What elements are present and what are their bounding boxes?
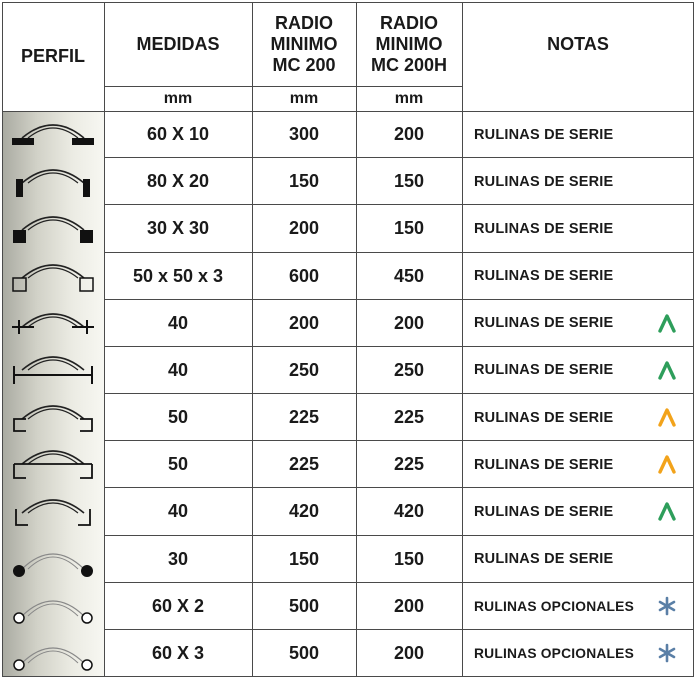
cell-medidas: 40 <box>167 312 189 333</box>
header-radio-mc200h <box>356 2 462 86</box>
cell-medidas: 40 <box>167 501 189 522</box>
round-tube-profile-icon <box>10 633 96 673</box>
tee-profile-icon <box>10 303 96 343</box>
cell-notas: RULINAS DE SERIE <box>474 268 614 285</box>
cell-radio-mc200h: 200 <box>393 124 425 145</box>
cell-medidas: 30 <box>167 548 189 569</box>
cell-radio-mc200: 150 <box>288 171 320 192</box>
header-radio-mc200h-line3: MC 200H <box>370 54 448 75</box>
grid-line-horizontal <box>104 86 462 87</box>
cell-medidas: 80 X 20 <box>146 171 210 192</box>
cell-notas: RULINAS DE SERIE <box>474 362 614 379</box>
header-radio-mc200 <box>252 2 356 86</box>
header-radio-mc200h-line1: RADIO <box>380 12 438 33</box>
cell-notas: RULINAS OPCIONALES <box>474 598 634 614</box>
i-beam-profile-icon <box>10 350 96 390</box>
cell-notas: RULINAS OPCIONALES <box>474 645 634 661</box>
cell-medidas: 60 X 10 <box>146 124 210 145</box>
caret-up-icon <box>654 404 680 430</box>
grid-line-horizontal <box>2 111 694 112</box>
header-radio-mc200-line2: MINIMO <box>270 33 338 54</box>
cell-notas: RULINAS DE SERIE <box>474 315 614 332</box>
asterisk-icon <box>654 593 680 619</box>
grid-line-horizontal <box>104 487 694 488</box>
cell-radio-mc200h: 420 <box>393 501 425 522</box>
grid-line-vertical <box>462 2 463 677</box>
header-notas: NOTAS <box>547 33 609 54</box>
caret-up-icon <box>654 357 680 383</box>
grid-line-horizontal <box>104 393 694 394</box>
asterisk-icon <box>654 640 680 666</box>
channel-in-profile-icon <box>10 397 96 437</box>
cell-notas: RULINAS DE SERIE <box>474 220 614 237</box>
round-bar-profile-icon <box>10 539 96 579</box>
cell-medidas: 30 X 30 <box>146 218 210 239</box>
square-bar-profile-icon <box>10 208 96 248</box>
cell-radio-mc200h: 450 <box>393 265 425 286</box>
cell-radio-mc200h: 225 <box>393 454 425 475</box>
unit-medidas: mm <box>163 89 193 107</box>
unit-mc200h: mm <box>394 89 424 107</box>
grid-line-vertical <box>693 2 694 677</box>
caret-up-icon <box>654 310 680 336</box>
cell-notas: RULINAS DE SERIE <box>474 456 614 473</box>
grid-line-horizontal <box>2 676 694 677</box>
grid-line-vertical <box>104 2 105 677</box>
round-tube-profile-icon <box>10 586 96 626</box>
unit-mc200: mm <box>289 89 319 107</box>
cell-radio-mc200h: 200 <box>393 642 425 663</box>
cell-radio-mc200h: 200 <box>393 595 425 616</box>
cell-radio-mc200: 150 <box>288 548 320 569</box>
flat-bar-edge-profile-icon <box>10 161 96 201</box>
cell-radio-mc200: 420 <box>288 501 320 522</box>
cell-notas: RULINAS DE SERIE <box>474 503 614 520</box>
cell-medidas: 40 <box>167 359 189 380</box>
cell-radio-mc200: 500 <box>288 595 320 616</box>
cell-radio-mc200: 225 <box>288 454 320 475</box>
header-radio-mc200-line1: RADIO <box>275 12 333 33</box>
cell-medidas: 60 X 2 <box>151 595 205 616</box>
grid-line-vertical <box>2 2 3 677</box>
cell-notas: RULINAS DE SERIE <box>474 551 614 568</box>
channel-out-profile-icon <box>10 444 96 484</box>
cell-radio-mc200h: 225 <box>393 407 425 428</box>
square-tube-profile-icon <box>10 256 96 296</box>
profiles-table <box>2 2 694 677</box>
cell-medidas: 50 <box>167 454 189 475</box>
grid-line-horizontal <box>104 629 694 630</box>
cell-radio-mc200: 500 <box>288 642 320 663</box>
grid-line-vertical <box>252 2 253 677</box>
grid-line-horizontal <box>2 2 694 3</box>
header-radio-mc200h-line2: MINIMO <box>375 33 443 54</box>
grid-line-horizontal <box>104 440 694 441</box>
cell-radio-mc200h: 150 <box>393 171 425 192</box>
angle-profile-icon <box>10 491 96 531</box>
cell-radio-mc200h: 150 <box>393 548 425 569</box>
header-medidas: MEDIDAS <box>136 33 220 54</box>
cell-notas: RULINAS DE SERIE <box>474 409 614 426</box>
grid-line-vertical <box>356 2 357 677</box>
grid-line-horizontal <box>104 299 694 300</box>
grid-line-horizontal <box>104 535 694 536</box>
cell-radio-mc200: 250 <box>288 359 320 380</box>
cell-radio-mc200h: 250 <box>393 359 425 380</box>
header-radio-mc200-line3: MC 200 <box>272 54 336 75</box>
cell-medidas: 60 X 3 <box>151 642 205 663</box>
grid-line-horizontal <box>104 582 694 583</box>
caret-up-icon <box>654 498 680 524</box>
cell-radio-mc200h: 150 <box>393 218 425 239</box>
cell-medidas: 50 <box>167 407 189 428</box>
cell-notas: RULINAS DE SERIE <box>474 126 614 143</box>
cell-radio-mc200: 300 <box>288 124 320 145</box>
flat-bar-profile-icon <box>10 114 96 154</box>
cell-radio-mc200: 200 <box>288 312 320 333</box>
grid-line-horizontal <box>104 204 694 205</box>
grid-line-horizontal <box>104 252 694 253</box>
cell-medidas: 50 x 50 x 3 <box>132 265 224 286</box>
grid-line-horizontal <box>104 157 694 158</box>
grid-line-horizontal <box>104 346 694 347</box>
cell-radio-mc200: 225 <box>288 407 320 428</box>
cell-notas: RULINAS DE SERIE <box>474 173 614 190</box>
header-perfil: PERFIL <box>20 46 85 66</box>
cell-radio-mc200: 600 <box>288 265 320 286</box>
cell-radio-mc200h: 200 <box>393 312 425 333</box>
caret-up-icon <box>654 451 680 477</box>
cell-radio-mc200: 200 <box>288 218 320 239</box>
